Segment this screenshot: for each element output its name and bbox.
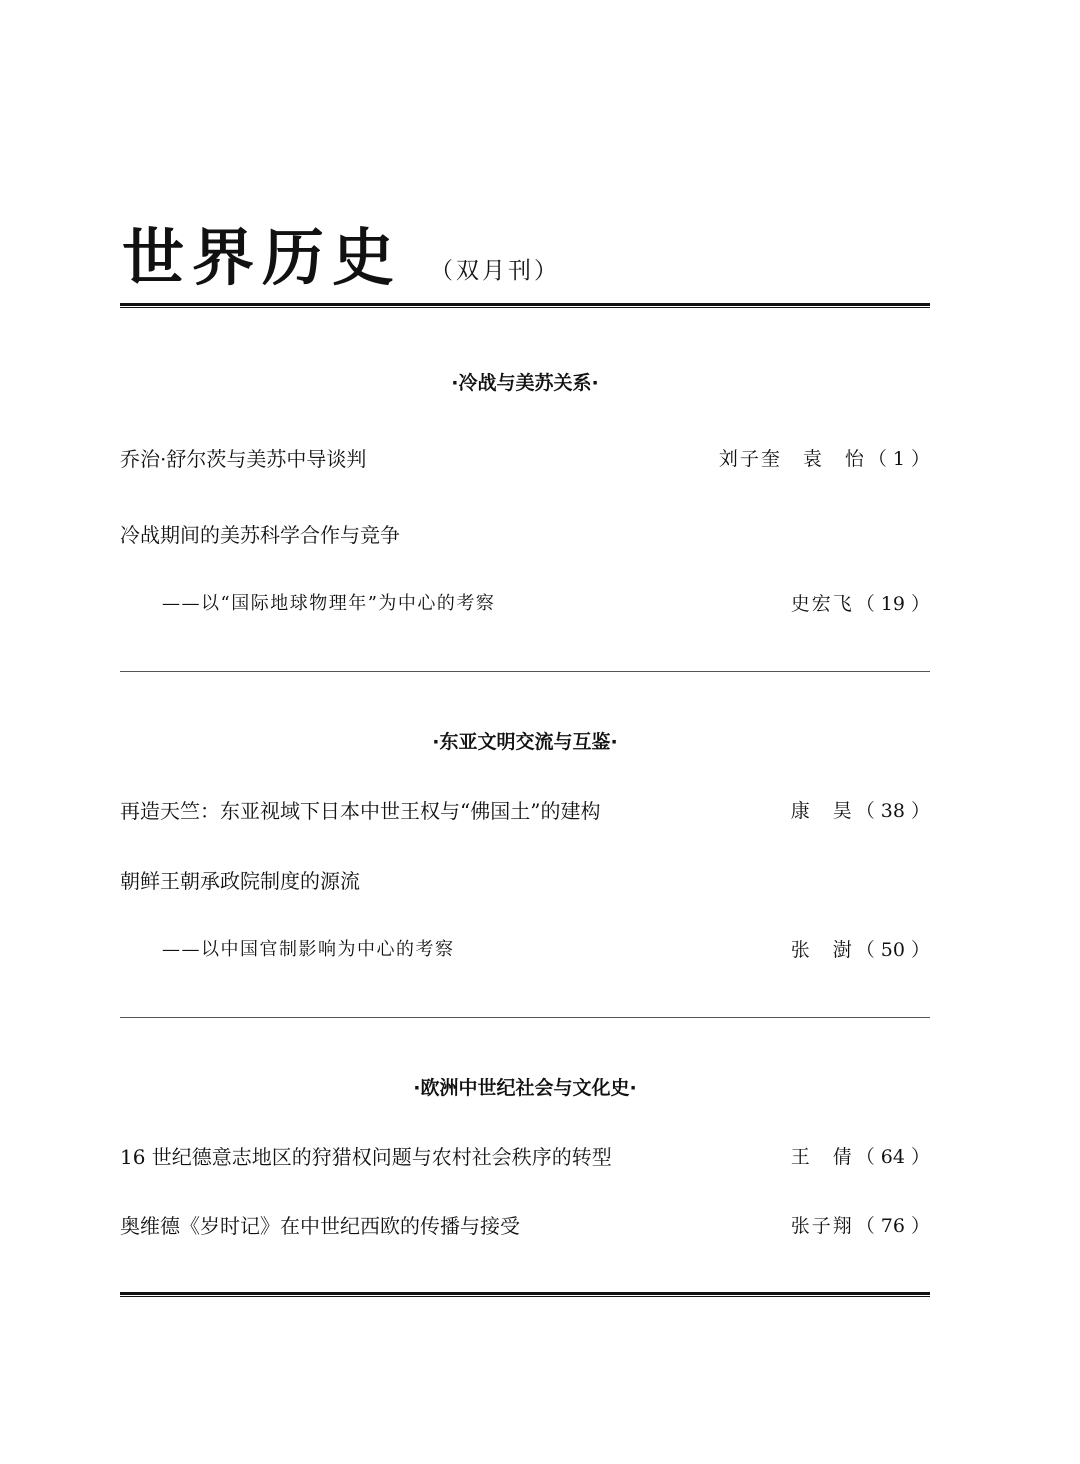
article-title[interactable]: 再造天竺：东亚视域下日本中世王权与“佛国土”的建构 — [120, 799, 601, 823]
article-byline — [791, 935, 930, 965]
section-heading-medieval-europe: ·欧洲中世纪社会与文化史· — [413, 1077, 637, 1099]
article-byline — [791, 796, 930, 826]
journal-title: 世界历史 — [122, 221, 403, 294]
article-page: （ 38 ） — [855, 800, 930, 822]
article-byline — [791, 1142, 930, 1172]
article-subtitle: ——以“国际地球物理年”为中心的考察 — [162, 593, 496, 614]
article-title[interactable]: 乔治·舒尔茨与美苏中导谈判 — [120, 447, 367, 471]
article-author: 史宏飞 — [790, 593, 854, 615]
article-byline — [791, 589, 930, 619]
article-author: 康 昊 — [790, 800, 854, 822]
section-heading-cold-war: ·冷战与美苏关系· — [451, 372, 599, 394]
article-byline — [791, 1211, 930, 1241]
article-title[interactable]: 奥维德《岁时记》在中世纪西欧的传播与接受 — [120, 1214, 520, 1238]
article-page: （ 76 ） — [855, 1215, 930, 1237]
footer-double-rule — [120, 1292, 930, 1297]
article-title[interactable]: 冷战期间的美苏科学合作与竞争 — [120, 523, 400, 547]
section-divider — [120, 1017, 930, 1018]
article-subtitle: ——以中国官制影响为中心的考察 — [162, 939, 455, 960]
article-page: （ 1 ） — [867, 448, 930, 470]
journal-frequency: （双月刊） — [430, 258, 560, 284]
article-title[interactable]: 朝鲜王朝承政院制度的源流 — [120, 869, 360, 893]
article-byline — [719, 444, 930, 474]
article-title[interactable]: 16 世纪德意志地区的狩猎权问题与农村社会秩序的转型 — [120, 1145, 612, 1169]
article-page: （ 19 ） — [855, 593, 930, 615]
article-author: 王 倩 — [790, 1146, 854, 1168]
article-page: （ 50 ） — [855, 939, 930, 961]
section-heading-east-asia: ·东亚文明交流与互鉴· — [432, 731, 618, 753]
masthead-double-rule — [120, 303, 930, 308]
article-author: 张 澍 — [790, 939, 854, 961]
article-page: （ 64 ） — [855, 1146, 930, 1168]
section-divider — [120, 671, 930, 672]
article-author: 刘子奎 袁 怡 — [718, 448, 866, 470]
article-author: 张子翔 — [790, 1215, 854, 1237]
masthead — [120, 222, 930, 294]
